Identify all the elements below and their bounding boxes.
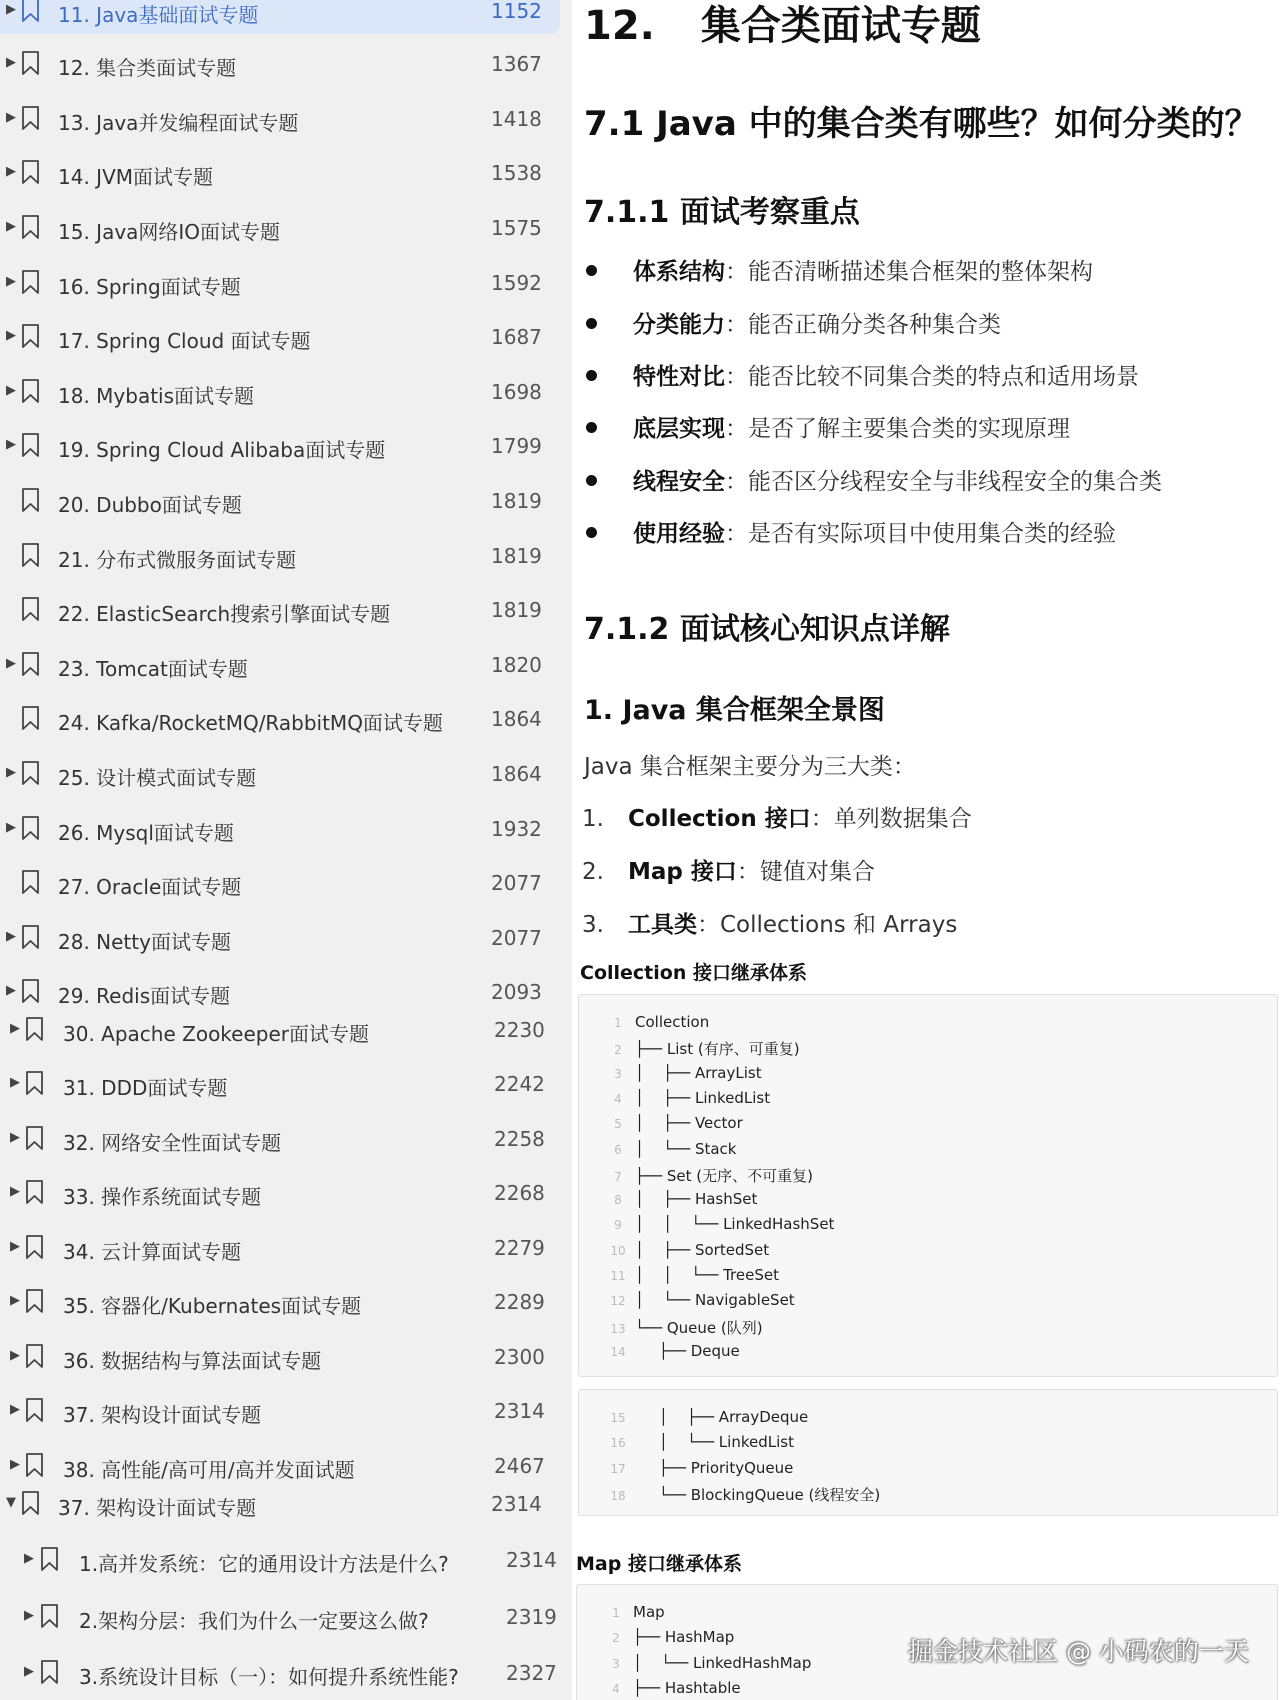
expand-arrow-icon[interactable]: ▶ — [6, 274, 16, 289]
line-number: 15 — [610, 1411, 626, 1425]
focus-point-text: ：能否正确分类各种集合类 — [725, 312, 1001, 338]
code-line — [601, 1459, 793, 1484]
bookmark-title: 20. Dubbo面试专题 — [58, 493, 242, 517]
collection-hierarchy-title: Collection 接口继承体系 — [580, 962, 807, 984]
bookmark-icon — [25, 1070, 44, 1096]
code-line — [601, 1266, 779, 1291]
bookmark-item[interactable] — [0, 1227, 560, 1271]
code-text: │ ├── ArrayList — [635, 1063, 762, 1082]
bookmark-icon — [21, 269, 40, 295]
code-line — [599, 1654, 811, 1679]
focus-point-text: ：能否比较不同集合类的特点和适用场景 — [725, 364, 1139, 390]
bookmark-icon — [21, 596, 40, 622]
focus-point — [586, 410, 1070, 443]
expand-arrow-icon[interactable]: ▶ — [10, 1130, 20, 1145]
subsection-core-heading: 7.1.2 面试核心知识点详解 — [584, 612, 950, 647]
bookmark-icon — [21, 432, 40, 458]
line-number: 10 — [610, 1243, 626, 1258]
bookmark-title: 36. 数据结构与算法面试专题 — [63, 1349, 322, 1373]
code-line — [601, 1064, 762, 1089]
code-line — [601, 1114, 743, 1139]
bookmark-icon — [21, 1490, 40, 1516]
code-text: │ ├── LinkedList — [635, 1088, 771, 1107]
expand-arrow-icon[interactable]: ▶ — [6, 983, 16, 998]
code-line — [599, 1628, 734, 1653]
bookmark-item[interactable] — [0, 1336, 560, 1380]
focus-point — [586, 515, 1116, 548]
bookmark-item[interactable] — [0, 207, 560, 251]
bookmark-item[interactable] — [0, 425, 560, 469]
line-number: 14 — [610, 1344, 626, 1359]
bookmark-item[interactable] — [0, 1652, 560, 1696]
code-text: └── Queue (队列) — [635, 1318, 763, 1337]
bookmark-item[interactable] — [0, 1281, 560, 1325]
document-page — [572, 0, 1284, 1700]
category-item — [582, 800, 972, 833]
focus-point-label: 线程安全 — [633, 469, 725, 495]
focus-point — [586, 306, 1001, 339]
bookmark-item[interactable] — [0, 1390, 560, 1434]
line-number: 17 — [610, 1461, 626, 1476]
bookmark-title: 25. 设计模式面试专题 — [58, 766, 257, 790]
bookmark-sidebar — [0, 0, 572, 1700]
bookmark-item[interactable] — [0, 371, 560, 415]
bookmark-title: 30. Apache Zookeeper面试专题 — [63, 1022, 370, 1046]
bookmark-title: 17. Spring Cloud 面试专题 — [58, 329, 311, 353]
category-text: ：Collections 和 Arrays — [697, 912, 958, 938]
code-line — [601, 1342, 740, 1367]
bookmark-icon — [21, 760, 40, 786]
bookmark-title: 34. 云计算面试专题 — [63, 1240, 242, 1264]
code-line — [601, 1317, 763, 1342]
bookmark-title: 24. Kafka/RocketMQ/RabbitMQ面试专题 — [58, 711, 443, 735]
bookmark-title: 31. DDD面试专题 — [63, 1076, 228, 1100]
code-text: │ └── Stack — [635, 1139, 737, 1158]
bookmark-icon — [21, 0, 40, 23]
bookmark-page-number: 2077 — [491, 871, 542, 895]
bookmark-icon — [21, 815, 40, 841]
bullet-icon — [586, 527, 597, 538]
bookmark-page-number: 2093 — [491, 980, 542, 1004]
bookmark-page-number: 2230 — [494, 1018, 545, 1042]
bookmark-page-number: 1820 — [491, 653, 542, 677]
line-number: 9 — [614, 1218, 622, 1233]
code-text: ├── PriorityQueue — [635, 1458, 794, 1477]
bookmark-icon — [21, 50, 40, 76]
bookmark-title: 35. 容器化/Kubernates面试专题 — [63, 1294, 362, 1318]
bookmark-title: 21. 分布式微服务面试专题 — [58, 548, 297, 572]
bookmark-item[interactable] — [0, 1539, 560, 1583]
section-heading: 7.1 Java 中的集合类有哪些？如何分类的？ — [584, 104, 1259, 144]
bookmark-icon — [25, 1016, 44, 1042]
expand-arrow-icon[interactable]: ▶ — [10, 1457, 20, 1472]
focus-point-text: ：是否有实际项目中使用集合类的经验 — [725, 521, 1116, 547]
bookmark-title: 22. ElasticSearch搜索引擎面试专题 — [58, 602, 391, 626]
bookmark-title: 15. Java网络IO面试专题 — [58, 220, 281, 244]
focus-point-text: ：能否清晰描述集合框架的整体架构 — [725, 259, 1093, 285]
map-hierarchy-title: Map 接口继承体系 — [576, 1553, 742, 1575]
category-label: 工具类 — [628, 912, 697, 938]
bookmark-title: 14. JVM面试专题 — [58, 165, 213, 189]
bookmark-title: 11. Java基础面试专题 — [58, 3, 259, 27]
expand-arrow-icon[interactable]: ▶ — [6, 328, 16, 343]
focus-point-label: 使用经验 — [633, 521, 725, 547]
bookmark-icon — [21, 869, 40, 895]
bookmark-item[interactable] — [0, 480, 560, 524]
bookmark-title: 3.系统设计目标（一）：如何提升系统性能? — [79, 1665, 459, 1689]
line-number: 16 — [610, 1436, 626, 1451]
line-number: 11 — [610, 1269, 626, 1283]
collection-code-block — [578, 994, 1278, 1377]
bookmark-page-number: 2300 — [494, 1345, 545, 1369]
bookmark-item[interactable] — [0, 535, 560, 579]
code-line — [601, 1140, 737, 1165]
bookmark-icon — [21, 978, 40, 1004]
code-line — [601, 1241, 769, 1266]
expand-arrow-icon[interactable]: ▶ — [24, 1664, 34, 1679]
bookmark-page-number: 1932 — [491, 817, 542, 841]
code-line — [601, 1190, 757, 1215]
code-line — [601, 1433, 794, 1458]
bookmark-page-number: 1367 — [491, 52, 542, 76]
line-number: 1 — [614, 1016, 622, 1030]
line-number: 2 — [612, 1631, 620, 1646]
bookmark-item[interactable] — [0, 1596, 560, 1640]
focus-point-label: 底层实现 — [633, 416, 725, 442]
bookmark-title: 13. Java并发编程面试专题 — [58, 111, 299, 135]
bookmark-icon — [25, 1343, 44, 1369]
focus-point — [586, 463, 1162, 496]
bookmark-title: 2.架构分层：我们为什么一定要这么做? — [79, 1609, 429, 1633]
category-number: 2. — [582, 859, 604, 885]
bookmark-page-number: 1819 — [491, 544, 542, 568]
expand-arrow-icon[interactable]: ▶ — [6, 765, 16, 780]
bookmark-page-number: 1152 — [491, 0, 542, 23]
code-text: │ ├── SortedSet — [635, 1240, 770, 1259]
focus-point-label: 分类能力 — [633, 312, 725, 338]
bookmark-title: 16. Spring面试专题 — [58, 275, 241, 299]
code-text: │ │ └── LinkedHashSet — [635, 1215, 835, 1234]
bookmark-item[interactable] — [0, 808, 560, 852]
category-number: 3. — [582, 912, 604, 938]
focus-point — [586, 253, 1093, 286]
bookmark-icon — [25, 1288, 44, 1314]
bookmark-item[interactable] — [0, 862, 560, 906]
bookmark-page-number: 2279 — [494, 1236, 545, 1260]
bookmark-page-number: 1864 — [491, 707, 542, 731]
bookmark-item[interactable] — [0, 0, 560, 34]
bookmark-icon — [21, 378, 40, 404]
bookmark-page-number: 1819 — [491, 598, 542, 622]
code-line — [601, 1291, 795, 1316]
bookmark-title: 27. Oracle面试专题 — [58, 875, 242, 899]
bookmark-page-number: 1819 — [491, 489, 542, 513]
code-line — [601, 1089, 770, 1114]
bookmark-item[interactable] — [0, 644, 560, 688]
expand-arrow-icon[interactable]: ▶ — [10, 1075, 20, 1090]
bookmark-item[interactable] — [0, 98, 560, 142]
bookmark-item[interactable] — [0, 1483, 560, 1527]
category-text: ：键值对集合 — [736, 859, 875, 885]
code-line — [601, 1484, 880, 1509]
focus-point — [586, 358, 1139, 391]
bookmark-icon — [25, 1397, 44, 1423]
bookmark-icon — [21, 651, 40, 677]
expand-arrow-icon[interactable]: ▶ — [24, 1608, 34, 1623]
bookmark-page-number: 1575 — [491, 216, 542, 240]
expand-arrow-icon[interactable]: ▶ — [6, 820, 16, 835]
bookmark-item[interactable] — [0, 753, 560, 797]
expand-arrow-icon[interactable]: ▶ — [6, 437, 16, 452]
category-number: 1. — [582, 806, 604, 832]
code-line — [599, 1679, 741, 1700]
bookmark-title: 37. 架构设计面试专题 — [58, 1496, 257, 1520]
line-number: 18 — [610, 1488, 626, 1503]
bookmark-title: 1.高并发系统：它的通用设计方法是什么? — [79, 1552, 449, 1576]
bookmark-page-number: 2314 — [506, 1548, 557, 1572]
bookmark-icon — [25, 1179, 44, 1205]
bookmark-icon — [21, 323, 40, 349]
bookmark-icon — [40, 1603, 59, 1629]
bookmark-icon — [25, 1125, 44, 1151]
category-item — [582, 853, 875, 886]
intro-paragraph: Java 集合框架主要分为三大类： — [584, 754, 916, 780]
bookmark-icon — [21, 705, 40, 731]
expand-arrow-icon[interactable]: ▶ — [6, 55, 16, 70]
line-number: 4 — [614, 1091, 622, 1106]
code-text: │ └── NavigableSet — [635, 1291, 795, 1310]
code-text: │ ├── Vector — [635, 1114, 743, 1133]
code-text: ├── HashMap — [633, 1628, 735, 1647]
focus-point-label: 特性对比 — [633, 364, 725, 390]
bookmark-title: 29. Redis面试专题 — [58, 984, 231, 1008]
chapter-title: 集合类面试专题 — [700, 3, 981, 49]
bookmark-item[interactable] — [0, 262, 560, 306]
collapse-arrow-icon[interactable]: ▼ — [6, 1495, 16, 1510]
code-text: Map — [633, 1603, 665, 1621]
bookmark-item[interactable] — [0, 698, 560, 742]
code-text: ├── Hashtable — [633, 1678, 741, 1697]
bookmark-page-number: 2268 — [494, 1181, 545, 1205]
code-text: │ ├── ArrayDeque — [635, 1408, 809, 1426]
bookmark-page-number: 2077 — [491, 926, 542, 950]
code-text: ├── Deque — [635, 1341, 740, 1360]
bookmark-title: 33. 操作系统面试专题 — [63, 1185, 262, 1209]
bookmark-page-number: 1864 — [491, 762, 542, 786]
code-text: │ ├── HashSet — [635, 1190, 758, 1209]
bookmark-page-number: 2258 — [494, 1127, 545, 1151]
line-number: 7 — [614, 1169, 622, 1184]
bookmark-title: 19. Spring Cloud Alibaba面试专题 — [58, 438, 386, 462]
line-number: 5 — [614, 1117, 622, 1132]
bullet-icon — [586, 370, 597, 381]
bookmark-icon — [40, 1546, 59, 1572]
line-number: 6 — [614, 1142, 622, 1157]
bullet-icon — [586, 265, 597, 276]
bookmark-title: 26. Mysql面试专题 — [58, 821, 234, 845]
overview-heading: 1. Java 集合框架全景图 — [584, 695, 885, 726]
bookmark-item[interactable] — [0, 43, 560, 87]
line-number: 2 — [614, 1043, 622, 1058]
bookmark-page-number: 1592 — [491, 271, 542, 295]
code-text: ├── Set (无序、不可重复) — [635, 1166, 813, 1185]
bookmark-item[interactable] — [0, 152, 560, 196]
code-text: │ └── LinkedHashMap — [633, 1653, 812, 1672]
focus-point-label: 体系结构 — [633, 259, 725, 285]
category-text: ：单列数据集合 — [810, 806, 972, 832]
bullet-icon — [586, 318, 597, 329]
bookmark-page-number: 1799 — [491, 434, 542, 458]
bookmark-icon — [25, 1234, 44, 1260]
bookmark-title: 32. 网络安全性面试专题 — [63, 1131, 282, 1155]
chapter-number: 12. — [584, 3, 655, 49]
bookmark-page-number: 1698 — [491, 380, 542, 404]
bookmark-icon — [21, 924, 40, 950]
code-line — [599, 1603, 665, 1628]
bookmark-item[interactable] — [0, 1118, 560, 1162]
code-text: Collection — [635, 1013, 710, 1031]
bookmark-page-number: 1687 — [491, 325, 542, 349]
watermark: 掘金技术社区 @ 小码农的一天 — [908, 1637, 1249, 1666]
bookmark-title: 23. Tomcat面试专题 — [58, 657, 248, 681]
bookmark-item[interactable] — [0, 1063, 560, 1107]
line-number: 3 — [614, 1066, 622, 1081]
line-number: 1 — [612, 1606, 620, 1620]
code-line — [601, 1215, 834, 1240]
expand-arrow-icon[interactable]: ▶ — [24, 1551, 34, 1566]
bookmark-page-number: 2314 — [494, 1399, 545, 1423]
line-number: 4 — [612, 1681, 620, 1696]
expand-arrow-icon[interactable]: ▶ — [6, 219, 16, 234]
bookmark-page-number: 2327 — [506, 1661, 557, 1685]
category-item — [582, 906, 957, 939]
bookmark-icon — [21, 105, 40, 131]
bookmark-item[interactable] — [0, 1009, 560, 1053]
bookmark-page-number: 1538 — [491, 161, 542, 185]
bookmark-icon — [40, 1659, 59, 1685]
expand-arrow-icon[interactable]: ▶ — [10, 1184, 20, 1199]
bookmark-item[interactable] — [0, 589, 560, 633]
bookmark-page-number: 1418 — [491, 107, 542, 131]
line-number: 13 — [610, 1321, 626, 1336]
expand-arrow-icon[interactable]: ▶ — [6, 656, 16, 671]
code-text: ├── List (有序、可重复) — [635, 1040, 800, 1059]
bookmark-page-number: 2242 — [494, 1072, 545, 1096]
bookmark-page-number: 2314 — [491, 1492, 542, 1516]
bookmark-item[interactable] — [0, 316, 560, 360]
expand-arrow-icon[interactable]: ▶ — [10, 1239, 20, 1254]
expand-arrow-icon[interactable]: ▶ — [6, 110, 16, 125]
bookmark-title: 37. 架构设计面试专题 — [63, 1403, 262, 1427]
bookmark-page-number: 2289 — [494, 1290, 545, 1314]
expand-arrow-icon[interactable]: ▶ — [10, 1348, 20, 1363]
focus-point-text: ：是否了解主要集合类的实现原理 — [725, 416, 1070, 442]
category-label: Map 接口 — [628, 859, 737, 885]
code-line — [601, 1038, 800, 1063]
subsection-focus-heading: 7.1.1 面试考察重点 — [584, 195, 860, 230]
bookmark-title: 18. Mybatis面试专题 — [58, 384, 255, 408]
bookmark-page-number: 2467 — [494, 1454, 545, 1478]
code-text: │ │ └── TreeSet — [635, 1266, 779, 1284]
collection-code-block-continued — [578, 1389, 1278, 1516]
bookmark-title: 38. 高性能/高可用/高并发面试题 — [63, 1458, 355, 1482]
bookmark-item[interactable] — [0, 917, 560, 961]
code-line — [601, 1165, 813, 1190]
code-line — [601, 1013, 709, 1038]
expand-arrow-icon[interactable]: ▶ — [10, 1402, 20, 1417]
bookmark-icon — [21, 542, 40, 568]
bookmark-icon — [21, 487, 40, 513]
bullet-icon — [586, 422, 597, 433]
bullet-icon — [586, 475, 597, 486]
bookmark-icon — [21, 214, 40, 240]
bookmark-page-number: 2319 — [506, 1605, 557, 1629]
chapter-heading — [584, 0, 981, 51]
expand-arrow-icon[interactable]: ▶ — [6, 164, 16, 179]
code-text: └── BlockingQueue (线程安全) — [635, 1485, 881, 1504]
bookmark-title: 28. Netty面试专题 — [58, 930, 231, 954]
bookmark-icon — [25, 1452, 44, 1478]
line-number: 3 — [612, 1656, 620, 1671]
bookmark-title: 12. 集合类面试专题 — [58, 56, 237, 80]
line-number: 8 — [614, 1193, 622, 1208]
bookmark-icon — [21, 159, 40, 185]
expand-arrow-icon[interactable]: ▶ — [10, 1293, 20, 1308]
bookmark-item[interactable] — [0, 1172, 560, 1216]
expand-arrow-icon[interactable]: ▶ — [6, 2, 16, 17]
focus-point-text: ：能否区分线程安全与非线程安全的集合类 — [725, 469, 1162, 495]
expand-arrow-icon[interactable]: ▶ — [6, 383, 16, 398]
expand-arrow-icon[interactable]: ▶ — [6, 929, 16, 944]
code-text: │ └── LinkedList — [635, 1433, 794, 1452]
code-line — [601, 1408, 808, 1433]
expand-arrow-icon[interactable]: ▶ — [10, 1021, 20, 1036]
category-label: Collection 接口 — [628, 806, 811, 832]
line-number: 12 — [610, 1294, 626, 1309]
